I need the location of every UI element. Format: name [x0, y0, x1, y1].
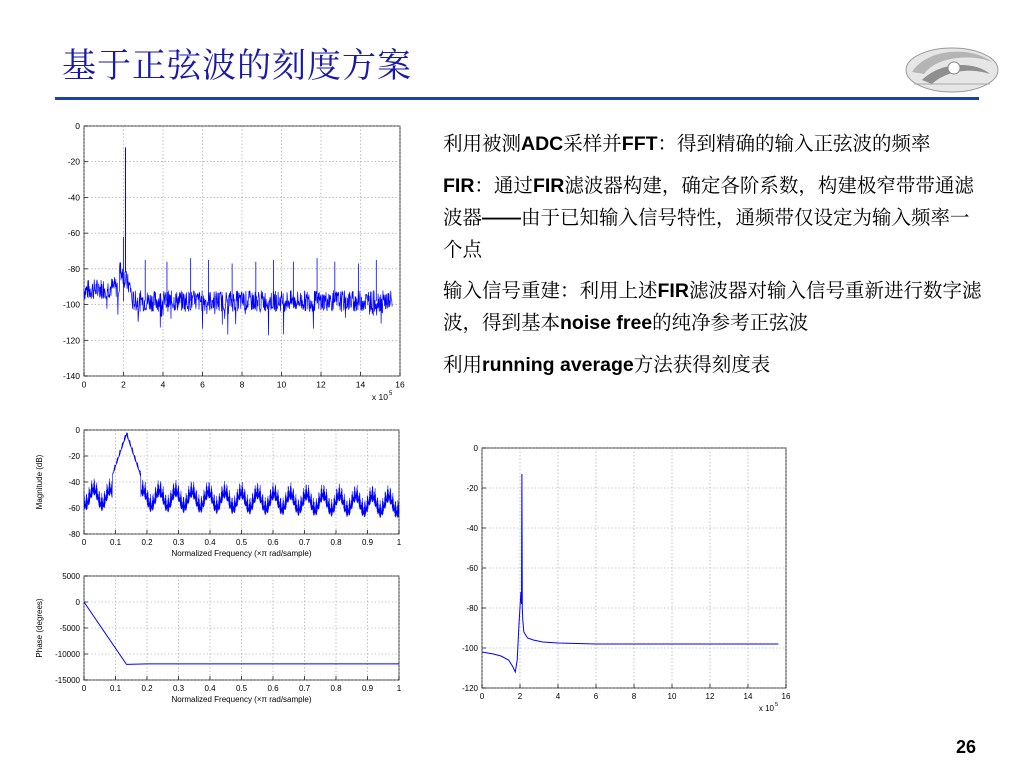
x-tick-label: 10 — [276, 379, 287, 390]
x-tick-label: 6 — [200, 379, 205, 390]
fft-filtered-spectrum-chart — [440, 440, 800, 725]
y-tick-label: -20 — [68, 452, 80, 461]
x-axis-exponent-power: 5 — [389, 391, 393, 397]
y-tick-label: -100 — [461, 644, 478, 653]
y-tick-label: -40 — [68, 478, 80, 487]
y-tick-label: 0 — [473, 444, 478, 453]
bullet-text: running average — [482, 354, 634, 376]
x-tick-label: 0.3 — [172, 684, 185, 693]
y-tick-label: -120 — [62, 335, 80, 346]
x-tick-label: 10 — [667, 692, 677, 701]
x-tick-label: 16 — [395, 379, 405, 390]
y-tick-label: -5000 — [59, 624, 80, 633]
fft-raw-spectrum-chart — [50, 116, 410, 416]
y-tick-label: -40 — [466, 524, 478, 533]
bullet-list — [443, 128, 983, 391]
y-tick-label: -60 — [68, 504, 80, 513]
x-tick-label: 0.9 — [361, 684, 374, 693]
bullet-text: 由于已知输入信号特性，通频带仅设定为输入频率一个点 — [443, 206, 970, 261]
title-divider — [55, 97, 979, 100]
bullet-text: ADC — [521, 133, 564, 155]
bullet-text: 采样并 — [563, 132, 622, 155]
x-tick-label: 1 — [396, 538, 402, 547]
bullet-text: 输入信号重建：利用上述 — [443, 279, 658, 302]
y-tick-label: 0 — [75, 121, 80, 131]
y-tick-label: 0 — [75, 598, 80, 607]
bullet-item — [443, 170, 983, 265]
x-tick-label: 0.6 — [267, 538, 279, 547]
x-tick-label: 0.2 — [141, 538, 153, 547]
x-tick-label: 2 — [517, 692, 523, 701]
y-tick-label: -120 — [461, 684, 478, 693]
filter-phase-chart — [30, 566, 410, 711]
bullet-text: ：得到精确的输入正弦波的频率 — [657, 132, 931, 155]
x-tick-label: 6 — [593, 692, 599, 701]
bullet-text: 的纯净参考正弦波 — [652, 311, 809, 334]
bullet-text: 利用被测 — [443, 132, 522, 155]
institution-logo — [902, 40, 1002, 95]
y-tick-label: -20 — [466, 484, 478, 493]
y-tick-label: -80 — [68, 530, 80, 539]
x-tick-label: 12 — [705, 692, 715, 701]
x-tick-label: 0.5 — [235, 684, 248, 693]
x-axis-exponent-power: 5 — [775, 702, 779, 708]
x-tick-label: 0.9 — [361, 538, 374, 547]
x-tick-label: 16 — [781, 692, 791, 701]
y-tick-label: 5000 — [62, 572, 80, 581]
slide-title: 基于正弦波的刻度方案 — [62, 46, 412, 86]
bullet-text: FIR — [657, 280, 689, 302]
x-tick-label: 0 — [81, 379, 87, 390]
x-tick-label: 0.4 — [204, 538, 216, 547]
plot-area — [84, 126, 400, 376]
x-tick-label: 0.2 — [141, 684, 153, 693]
bullet-text: FFT — [621, 133, 658, 155]
filter-magnitude-chart — [30, 420, 410, 565]
bullet-item — [443, 128, 983, 160]
x-tick-label: 0.8 — [330, 538, 342, 547]
x-tick-label: 14 — [355, 379, 366, 390]
bullet-item — [443, 275, 983, 339]
x-axis-label: Normalized Frequency (×π rad/sample) — [171, 695, 312, 704]
x-tick-label: 0.4 — [204, 684, 216, 693]
y-tick-label: -80 — [466, 604, 478, 613]
x-tick-label: 0 — [479, 692, 485, 701]
y-tick-label: -100 — [62, 299, 80, 310]
x-tick-label: 4 — [160, 379, 166, 390]
y-tick-label: -80 — [67, 263, 80, 274]
bullet-text: —— — [482, 207, 522, 229]
bullet-text: FIR — [532, 175, 565, 197]
y-tick-label: -15000 — [55, 676, 80, 685]
x-tick-label: 8 — [631, 692, 637, 701]
bullet-item — [443, 349, 983, 381]
x-axis-label: Normalized Frequency (×π rad/sample) — [171, 549, 312, 558]
y-tick-label: -40 — [67, 192, 80, 203]
y-tick-label: 0 — [75, 426, 80, 435]
x-axis-exponent: x 10 — [758, 704, 774, 713]
x-tick-label: 0.8 — [330, 684, 342, 693]
y-tick-label: -10000 — [55, 650, 80, 659]
x-tick-label: 12 — [316, 379, 326, 390]
y-tick-label: -60 — [67, 228, 80, 239]
x-tick-label: 8 — [239, 379, 245, 390]
bullet-text: noise free — [560, 312, 653, 334]
x-tick-label: 0.1 — [109, 538, 122, 547]
x-tick-label: 0.5 — [235, 538, 248, 547]
x-tick-label: 0.3 — [172, 538, 185, 547]
x-tick-label: 2 — [121, 379, 126, 390]
y-axis-label: Magnitude (dB) — [35, 454, 44, 510]
bullet-text: ：通过 — [474, 174, 533, 197]
y-tick-label: -20 — [67, 156, 80, 167]
y-axis-label: Phase (degrees) — [35, 598, 44, 658]
x-tick-label: 1 — [396, 684, 402, 693]
bullet-text: 滤波器构建，确定各阶系数，构建极窄带带通滤波器 — [443, 174, 974, 229]
bullet-text: 利用 — [443, 353, 483, 376]
bullet-text: FIR — [443, 175, 475, 197]
y-tick-label: -60 — [466, 564, 478, 573]
x-tick-label: 0 — [81, 538, 87, 547]
y-tick-label: -140 — [62, 371, 80, 381]
x-tick-label: 0.6 — [267, 684, 279, 693]
page-number: 26 — [955, 737, 976, 757]
x-tick-label: 0 — [81, 684, 87, 693]
bullet-text: 滤波器对输入信号重新进行数字滤波，得到基本 — [443, 279, 982, 334]
x-tick-label: 0.7 — [298, 538, 311, 547]
x-tick-label: 4 — [555, 692, 561, 701]
x-tick-label: 0.1 — [109, 684, 122, 693]
x-axis-exponent: x 10 — [371, 392, 388, 402]
x-tick-label: 0.7 — [298, 684, 311, 693]
bullet-text: 方法获得刻度表 — [633, 353, 771, 376]
x-tick-label: 14 — [743, 692, 753, 701]
